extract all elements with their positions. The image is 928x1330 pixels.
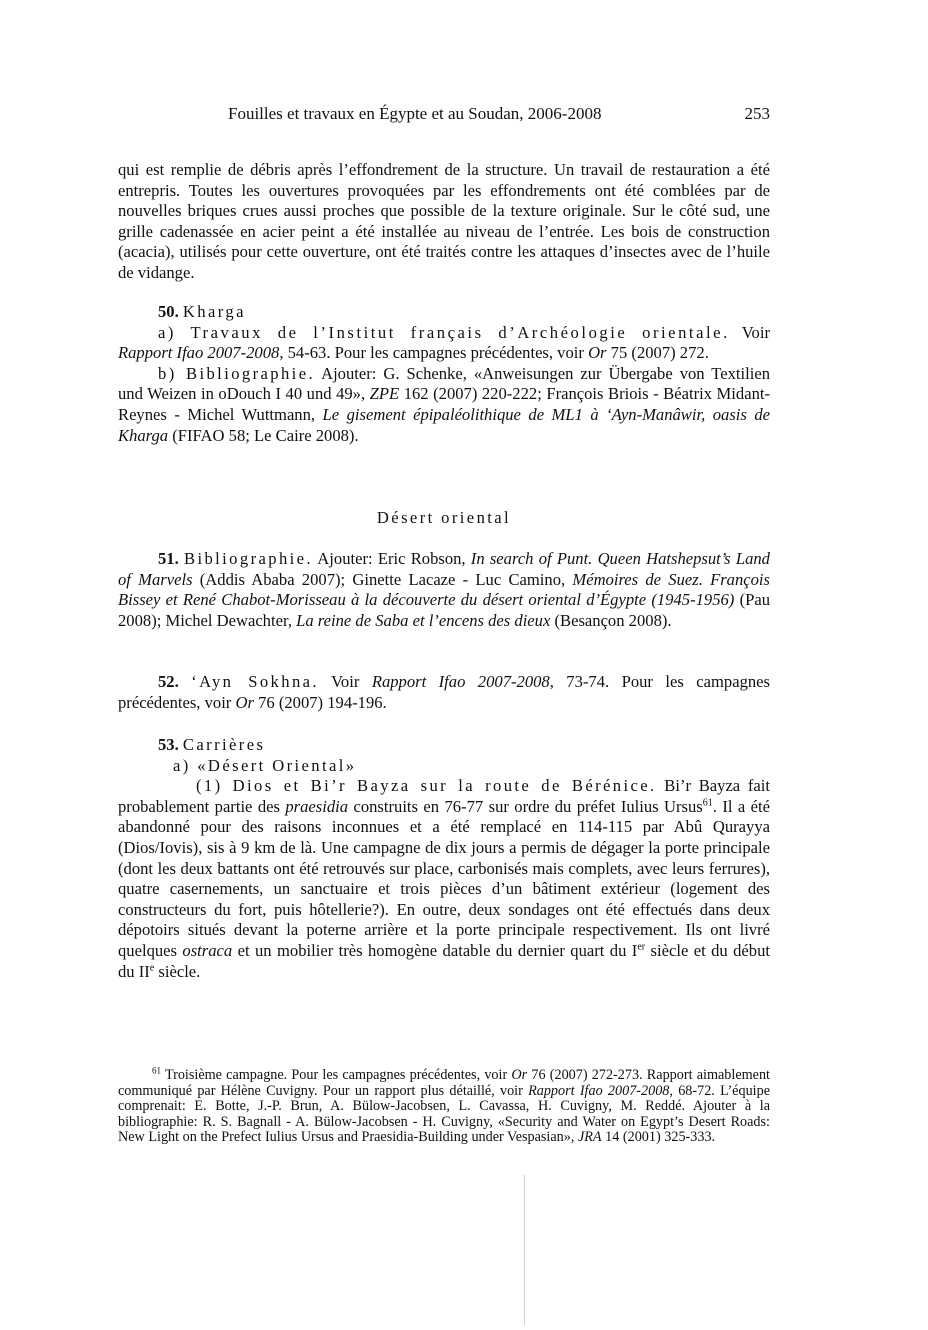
section-51-text: 51. Bibliographie. Ajouter: Eric Robson, In search of Punt. Queen Hatshepsut’s Land of Marvels (Addis Ababa 2007); Ginette Lacaze - Luc Camino, Mémoires de Suez. François Bissey et René Chabot-Morisseau à la découverte du désert oriental d’Égypte (1945-1956) (Pau 2008); Michel Dewachter, La reine de Saba et l’encens des dieux (Besançon 2008). [118, 549, 770, 630]
section-53-title: Carrières [182, 735, 266, 754]
section-53-a-label: a) «Désert Oriental» [173, 755, 357, 775]
scan-artifact-line [524, 1175, 525, 1325]
section-53-paragraph-1: (1) Dios et Bi’r Bayza sur la route de Bérénice. Bi’r Bayza fait probablement partie des praesidia construits en 76-77 sur ordre du préfet Iulius Ursus$^{61}$. Il a été abandonné pour des raisons inconnues et a été remplacé en 114-115 par Abû Qurayya (Dios/Iovis), sis à 9 km de là. Une campagne de dix jours a permis de dégager la porte principale (dont les deux battants ont été retrouvés sur place, carbonisés mais complets, avec leurs ferrures), quatre casernements, un sanctuaire et trois pièces d’un bâtiment extérieur (logement des constructeurs du fort, puis hôtellerie?). En outre, deux sondages ont été effectués dans deux dépotoirs situés devant la poterne arrière et la porte principale respectivement. Ils ont livré quelques ostraca et un mobilier très homogène datable du dernier quart du Ier siècle et du début du IIe siècle. [118, 776, 770, 981]
footnote-number: 61 [152, 1065, 161, 1076]
section-50-number: 50. [158, 302, 179, 321]
section-50-title: Kharga [182, 302, 246, 321]
section-53-a [118, 756, 770, 777]
section-53-number: 53. [158, 735, 179, 754]
section-51-number: 51. [158, 549, 179, 568]
section-51-label: Bibliographie. [183, 549, 313, 568]
section-50-heading [118, 302, 770, 323]
section-50-b: b) Bibliographie. Ajouter: G. Schenke, «Anweisungen zur Übergabe von Textilien und Weizen in oDouch I 40 und 49», ZPE 162 (2007) 220-222; François Briois - Béatrix Midant-Reynes - Michel Wuttmann, Le gisement épipaléolithique de ML1 à ‘Ayn-Manâwir, oasis de Kharga (FIFAO 58; Le Caire 2008). [118, 363, 771, 445]
section-50 [118, 302, 770, 446]
section-52 [118, 672, 770, 713]
section-50-a: a) Travaux de l’Institut français d’Archéologie orientale. Voir Rapport Ifao 2007-2008, 54-63. Pour les campagnes précédentes, voir Or 75 (2007) 272. [118, 322, 770, 363]
section-52-text: 52. ‘Ayn Sokhna. Voir Rapport Ifao 2007-2008, 73-74. Pour les campagnes précédentes, voir Or 76 (2007) 194-196. [118, 672, 770, 712]
footnote-61: $^{61}$ Troisième campagne. Pour les campagnes précédentes, voir Or 76 (2007) 272-273. Rapport aimablement communiqué par Hélène Cuvigny. Pour un rapport plus détaillé, voir Rapport Ifao 2007-2008, 68-72. L’équipe comprenait: E. Botte, J.-P. Brun, A. Bülow-Jacobsen, L. Cavassa, H. Cuvigny, M. Reddé. Ajouter à la bibliographie: R. S. Bagnall - A. Bülow-Jacobsen - H. Cuvigny, «Security and Water on Egypt’s Desert Roads: New Light on the Prefect Iulius Ursus and Praesidia-Building under Vespasian», JRA 14 (2001) 325-333. [118, 1065, 770, 1146]
intro-paragraph [118, 160, 770, 284]
section-50-a-label: a) Travaux de l’Institut français d’Archéologie orientale. [158, 322, 730, 342]
footnote-reference: 61 [702, 797, 713, 809]
running-title: Fouilles et travaux en Égypte et au Soudan, 2006-2008 [228, 104, 602, 123]
footnote [118, 1065, 770, 1146]
section-title-wrap [118, 508, 770, 529]
page-number: 253 [744, 104, 770, 123]
section-53 [118, 735, 770, 982]
section-50-b-label: b) Bibliographie. [158, 363, 316, 383]
section-53-p1-label: (1) Dios et Bi’r Bayza sur la route de Bérénice. [196, 776, 657, 796]
section-52-label: ‘Ayn Sokhna. [191, 672, 319, 691]
section-51 [118, 549, 770, 631]
intro-text: qui est remplie de débris après l’effondrement de la structure. Un travail de restauration a été entrepris. Toutes les ouvertures provoquées par les effondrements ont été comblées par de nouvelles briques crues aussi proches que possible de la texture originale. Sur le côté sud, une grille cadenassée en acier peint a été installée au niveau de l’entrée. Les bois de construction (acacia), utilisés pour cette ouverture, ont été traités contre les attaques d’insectes avec de l’huile de vidange. [118, 160, 770, 282]
section-title: Désert oriental [376, 508, 512, 527]
section-52-number: 52. [158, 672, 179, 691]
section-53-heading [118, 735, 770, 756]
